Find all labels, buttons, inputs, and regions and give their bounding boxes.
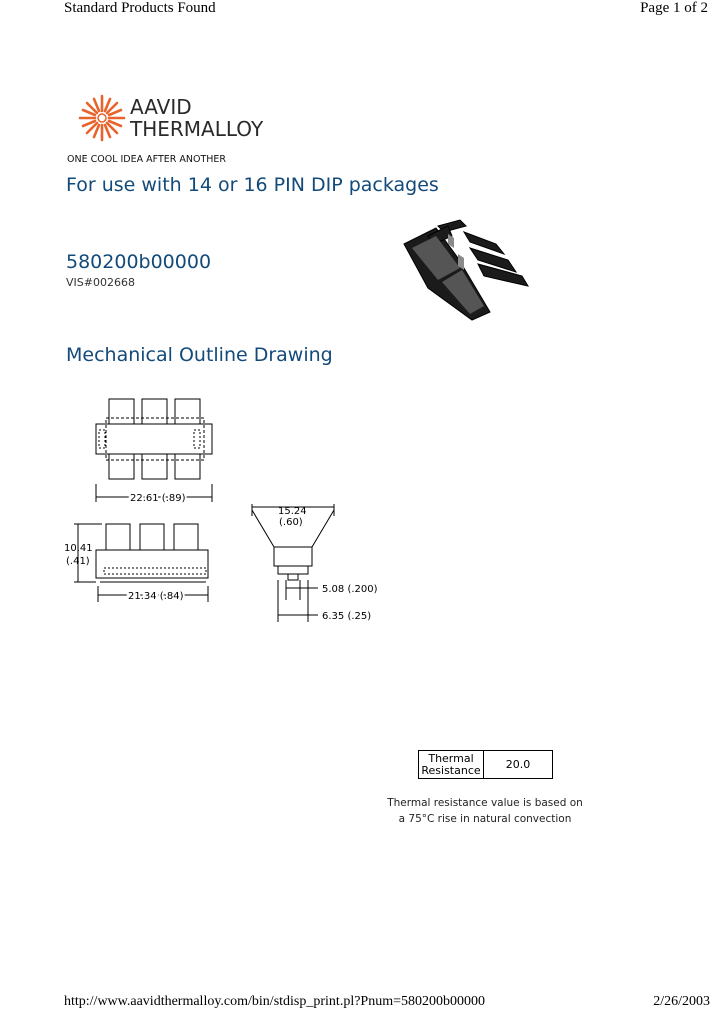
header-page-number: Page 1 of 2 (640, 0, 708, 16)
part-number: 580200b00000 (66, 251, 212, 273)
header-title: Standard Products Found (64, 0, 216, 16)
thermal-note (385, 795, 585, 827)
dim-side-top-1: 15.24 (278, 506, 307, 517)
logo-line1: AAVID (130, 95, 192, 119)
dim-side-top-2: (.60) (279, 517, 303, 528)
logo-line2: THERMALLOY (130, 117, 264, 141)
dim-bottom-width: 21.34 (.84) (128, 591, 184, 602)
note-line-2: a 75°C rise in natural convection (398, 813, 572, 825)
thermal-label: Thermal Resistance (419, 751, 484, 779)
dim-side-bottom: 6.35 (.25) (322, 611, 372, 622)
section-title: Mechanical Outline Drawing (66, 344, 333, 366)
thermal-resistance-table (418, 750, 553, 779)
mechanical-outline-drawing (56, 390, 396, 630)
aavid-thermalloy-logo (64, 92, 264, 166)
note-line-1: Thermal resistance value is based on (387, 797, 583, 809)
table-row (419, 751, 553, 779)
dim-height-1: 10.41 (64, 543, 93, 554)
dim-side-mid: 5.08 (.200) (322, 584, 378, 595)
vis-number: VIS#002668 (66, 276, 135, 289)
dim-top-width: 22.61 (.89) (130, 493, 186, 504)
product-photo (398, 214, 534, 326)
product-headline: For use with 14 or 16 PIN DIP packages (66, 174, 439, 196)
dim-height-2: (.41) (66, 556, 90, 567)
logo-tagline: ONE COOL IDEA AFTER ANOTHER (67, 154, 226, 165)
sunburst-icon (80, 96, 124, 140)
footer-url: http://www.aavidthermalloy.com/bin/stdisp_print.pl?Pnum=580200b00000 (64, 994, 485, 1009)
thermal-value: 20.0 (484, 751, 553, 779)
footer-date: 2/26/2003 (653, 994, 710, 1009)
